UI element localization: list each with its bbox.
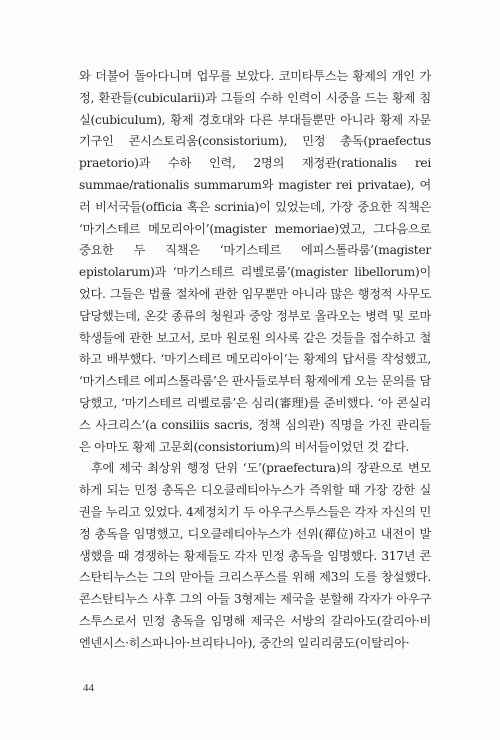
paragraph-1: 와 더불어 돌아다니며 업무를 보았다. 코미타투스는 황제의 개인 가정, 환관들(cubicularii)과 그들의 수하 인력이 시중을 드는 황제 침실(cubiculum), 황제 경호대와 다른 부대들뿐만 아니라 황제 자문기구인 콘시스토리움(consistorium), 민정 총독(praefectus praetorio)과 수하 인력, 2명의 재정관(rationalis rei summae/rationalis summarum와 magister rei privatae), 여러 비서국들(officia 혹은 scrinia)이 있었는데, 가장 중요한 직책은 ‘마기스테르 메모리아이’(magister memoriae)였고, 그다음으로 중요한 두 직책은 ‘마기스테르 에피스톨라룸’(magister epistolarum)과 ‘마기스테르 리벨로룸’(magister libellorum)이었다. 그들은 법률 절차에 관한 임무뿐만 아니라 많은 행정적 사무도 담당했는데, 온갖 종류의 청원과 중앙 정부로 올라오는 병력 및 로마 학생들에 관한 보고서, 로마 원로원 의사록 같은 것들을 접수하고 철하고 배부했다. ‘마기스테르 메모리아이’는 황제의 답서를 작성했고, ‘마기스테르 에피스톨라룸’은 판사들로부터 황제에게 오는 문의를 담당했고, ‘마기스테르 리벨로룸’은 심리(審理)를 준비했다. ‘아 콘실리스 사크리스’(a consiliis sacris, 정책 심의관) 직명을 가진 관리들은 아마도 황제 고문회(consistorium)의 비서들이었던 것 같다. (79, 69, 431, 454)
paragraph-2: 후에 제국 최상위 행정 단위 ‘도’(praefectura)의 장관으로 변모하게 되는 민정 총독은 디오클레티아누스가 즉위할 때 가장 강한 실권을 누리고 있었다. 4제정치기 두 아우구스투스들은 각자 자신의 민정 총독을 임명했고, 디오클레티아누스가 선위(禪位)하고 내전이 발생했을 때 경쟁하는 황제들도 각자 민정 총독을 임명했다. 317년 콘스탄티누스는 그의 맏아들 크리스푸스를 위해 제3의 도를 창설했다. 콘스탄티누스 사후 그의 아들 3형제는 제국을 분할해 각자가 아우구스투스로서 민정 총독을 임명해 제국은 서방의 갈리아도(갈리아·비엔넨시스·히스파니아·브리타니아), 중간의 일리리쿰도(이탈리아· (79, 461, 431, 650)
page-number: 44 (83, 682, 94, 694)
body-text (79, 66, 431, 655)
